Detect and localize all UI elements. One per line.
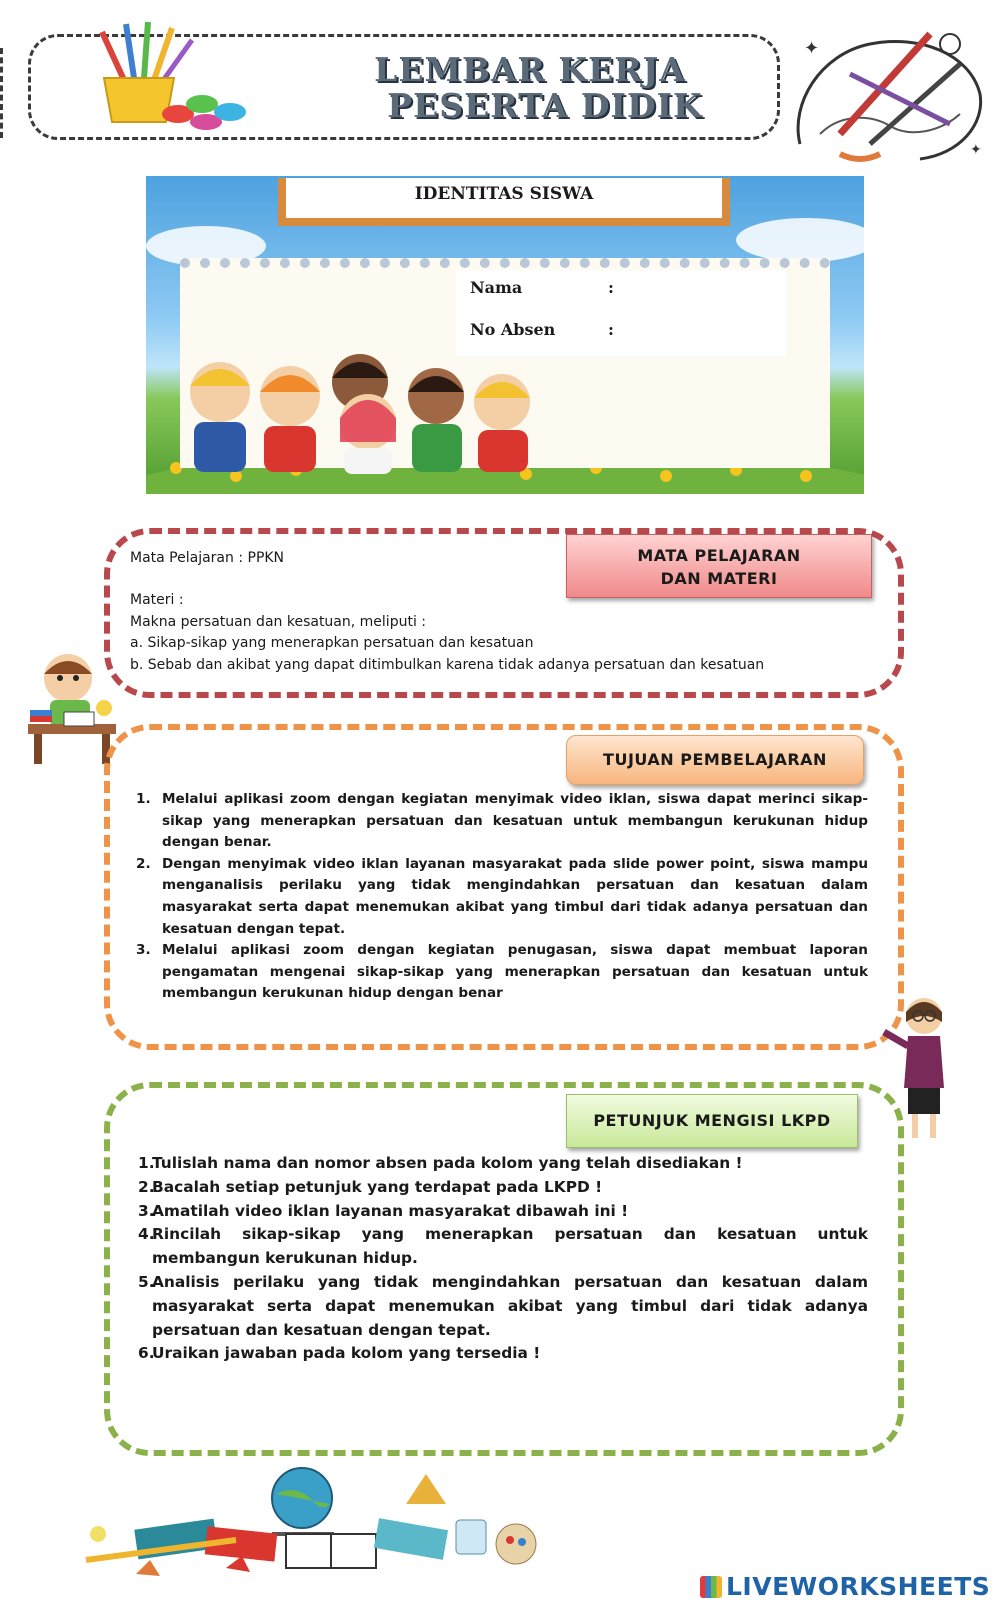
instruction-text: Rincilah sikap-sikap yang menerapkan persatuan dan kesatuan untuk membangun kerukunan hidup.	[152, 1225, 868, 1268]
subject-tag-line1: MATA PELAJARAN	[637, 546, 801, 565]
materi-item: a. Sikap-sikap yang menerapkan persatuan dan kesatuan	[130, 635, 534, 651]
instructions-list	[138, 1152, 868, 1366]
instruction-text: Tulislah nama dan nomor absen pada kolom yang telah disediakan !	[152, 1154, 743, 1172]
instruction-number: 4.	[138, 1225, 155, 1244]
goal-item	[136, 940, 868, 1005]
subject-tag-line2: DAN MATERI	[660, 569, 778, 588]
instruction-item	[138, 1176, 868, 1200]
goal-text: Melalui aplikasi zoom dengan kegiatan penugasan, siswa dapat membuat laporan pengamatan mengenai sikap-sikap yang menerapkan persatuan dan kesatuan untuk membangun kerukunan hidup dengan benar	[162, 942, 868, 1002]
instruction-number: 2.	[138, 1177, 155, 1196]
absen-colon: :	[608, 320, 614, 339]
brand-icon	[700, 1576, 722, 1598]
absen-field-row[interactable]	[470, 320, 614, 339]
brand-text: LIVEWORKSHEETS	[726, 1572, 991, 1601]
goal-number: 1.	[136, 791, 151, 807]
pencil-cup-illustration	[74, 18, 254, 130]
art-tools-illustration	[780, 14, 992, 164]
instruction-text: Amatilah video iklan layanan masyarakat dibawah ini !	[152, 1201, 629, 1220]
materi-block	[130, 590, 870, 676]
page-title-line2: PESERTA DIDIK	[387, 86, 703, 125]
instruction-number: 5.	[138, 1272, 155, 1291]
name-colon: :	[608, 278, 614, 297]
name-field-row[interactable]	[470, 278, 614, 297]
goals-list	[136, 789, 868, 1005]
materi-label: Materi :	[130, 592, 184, 608]
materi-intro: Makna persatuan dan kesatuan, meliputi :	[130, 613, 426, 630]
liveworksheets-logo[interactable]	[700, 1572, 990, 1601]
header-side-dash	[0, 48, 9, 138]
page-title-line1: LEMBAR KERJA	[374, 50, 686, 89]
instructions-section-tag: PETUNJUK MENGISI LKPD	[566, 1094, 858, 1148]
instruction-item	[138, 1342, 868, 1366]
materi-item: b. Sebab dan akibat yang dapat ditimbulkan karena tidak adanya persatuan dan kesatuan	[130, 656, 765, 673]
goal-item	[136, 789, 868, 854]
goal-item	[136, 854, 868, 940]
instruction-number: 1.	[138, 1154, 155, 1172]
page-title	[310, 52, 750, 124]
instruction-number: 3.	[138, 1201, 155, 1220]
identity-card	[146, 176, 864, 494]
absen-label: No Absen	[470, 320, 556, 339]
instruction-text: Uraikan jawaban pada kolom yang tersedia !	[152, 1344, 541, 1363]
instruction-item	[138, 1223, 868, 1271]
svg-text:✦: ✦	[970, 142, 982, 158]
instruction-text: Bacalah setiap petunjuk yang terdapat pada LKPD !	[152, 1177, 603, 1196]
instruction-number: 6.	[138, 1344, 155, 1363]
subject-section-tag	[566, 534, 872, 598]
goal-number: 3.	[136, 942, 151, 959]
identity-title: IDENTITAS SISWA	[278, 178, 730, 226]
children-illustration	[168, 352, 548, 476]
reading-boy-illustration	[24, 648, 120, 768]
goal-number: 2.	[136, 855, 151, 872]
school-supplies-illustration	[76, 1464, 556, 1586]
instruction-item	[138, 1271, 868, 1342]
instruction-item	[138, 1152, 868, 1176]
goal-text: Dengan menyimak video iklan layanan masyarakat pada slide power point, siswa mampu menganalisis perilaku yang tidak mengindahkan persatuan dan kesatuan dalam masyarakat serta dapat menemukan akibat yang timbul dari tidak adanya persatuan dan kesatuan dengan tepat.	[162, 855, 868, 937]
svg-text:✦: ✦	[804, 38, 820, 59]
instruction-text: Analisis perilaku yang tidak mengindahkan persatuan dan kesatuan dalam masyarakat serta dapat menemukan akibat yang timbul dari tidak adanya persatuan dan kesatuan dengan tepat.	[152, 1272, 868, 1339]
instruction-item	[138, 1200, 868, 1224]
identity-fields	[456, 270, 786, 356]
goals-section-tag: TUJUAN PEMBELAJARAN	[566, 735, 864, 785]
subject-label: Mata Pelajaran : PPKN	[130, 550, 285, 566]
name-label: Nama	[470, 278, 523, 297]
goal-text: Melalui aplikasi zoom dengan kegiatan menyimak video iklan, siswa dapat merinci sikap-sikap yang menerapkan persatuan dan kesatuan untuk membangun kerukunan hidup dengan benar.	[162, 791, 868, 851]
